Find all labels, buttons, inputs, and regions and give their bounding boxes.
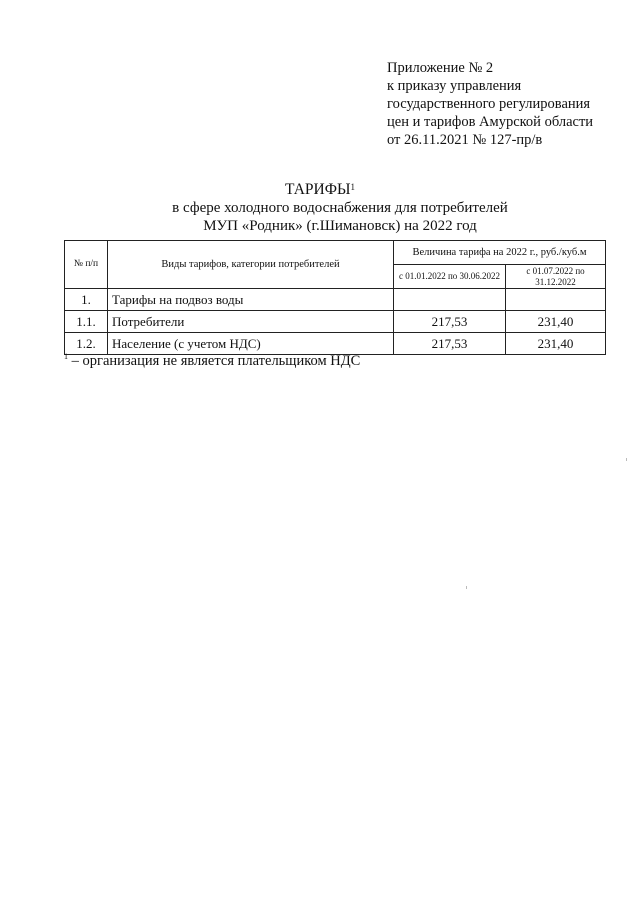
appendix-line: государственного регулирования — [387, 96, 591, 112]
footnote — [64, 352, 360, 372]
row-name: Потребители — [108, 311, 394, 333]
footnote-mark: 1 — [64, 352, 68, 361]
row-name: Население (с учетом НДС) — [108, 333, 394, 355]
appendix-title: Приложение № 2 — [387, 60, 494, 76]
appendix-line: цен и тарифов Амурской области — [387, 114, 594, 130]
document-title-text: ТАРИФЫ — [285, 181, 351, 198]
table-row — [65, 311, 606, 333]
header-kind: Виды тарифов, категории потребителей — [108, 241, 394, 289]
tariff-table — [64, 240, 606, 355]
table-row — [65, 289, 606, 311]
row-number: 1.2. — [65, 333, 108, 355]
document-subtitle-org: МУП «Родник» (г.Шимановск) на 2022 год — [203, 218, 477, 234]
appendix-line: к приказу управления — [387, 78, 522, 94]
row-name: Тарифы на подвоз воды — [108, 289, 394, 311]
row-number: 1.1. — [65, 311, 108, 333]
table-header-row — [65, 241, 606, 265]
row-value-2: 231,40 — [506, 311, 606, 333]
document-subtitle: в сфере холодного водоснабжения для потребителей — [172, 200, 508, 216]
title-footnote-mark: 1 — [350, 182, 355, 192]
row-value-1: 217,53 — [394, 333, 506, 355]
header-period-2: с 01.07.2022 по 31.12.2022 — [506, 265, 606, 289]
scan-speck — [626, 458, 627, 461]
row-number: 1. — [65, 289, 108, 311]
row-value-1: 217,53 — [394, 311, 506, 333]
row-value-2: 231,40 — [506, 333, 606, 355]
row-value-1 — [394, 289, 506, 311]
scan-speck — [466, 586, 467, 589]
appendix-block — [387, 59, 593, 149]
footnote-text: – организация не является плательщиком НДС — [68, 353, 361, 369]
header-period-1: с 01.01.2022 по 30.06.2022 — [394, 265, 506, 289]
row-value-2 — [506, 289, 606, 311]
document-title — [0, 180, 640, 199]
header-value: Величина тарифа на 2022 г., руб./куб.м — [394, 241, 606, 265]
appendix-order-ref: от 26.11.2021 № 127-пр/в — [387, 132, 543, 148]
header-num: № п/п — [65, 241, 108, 289]
